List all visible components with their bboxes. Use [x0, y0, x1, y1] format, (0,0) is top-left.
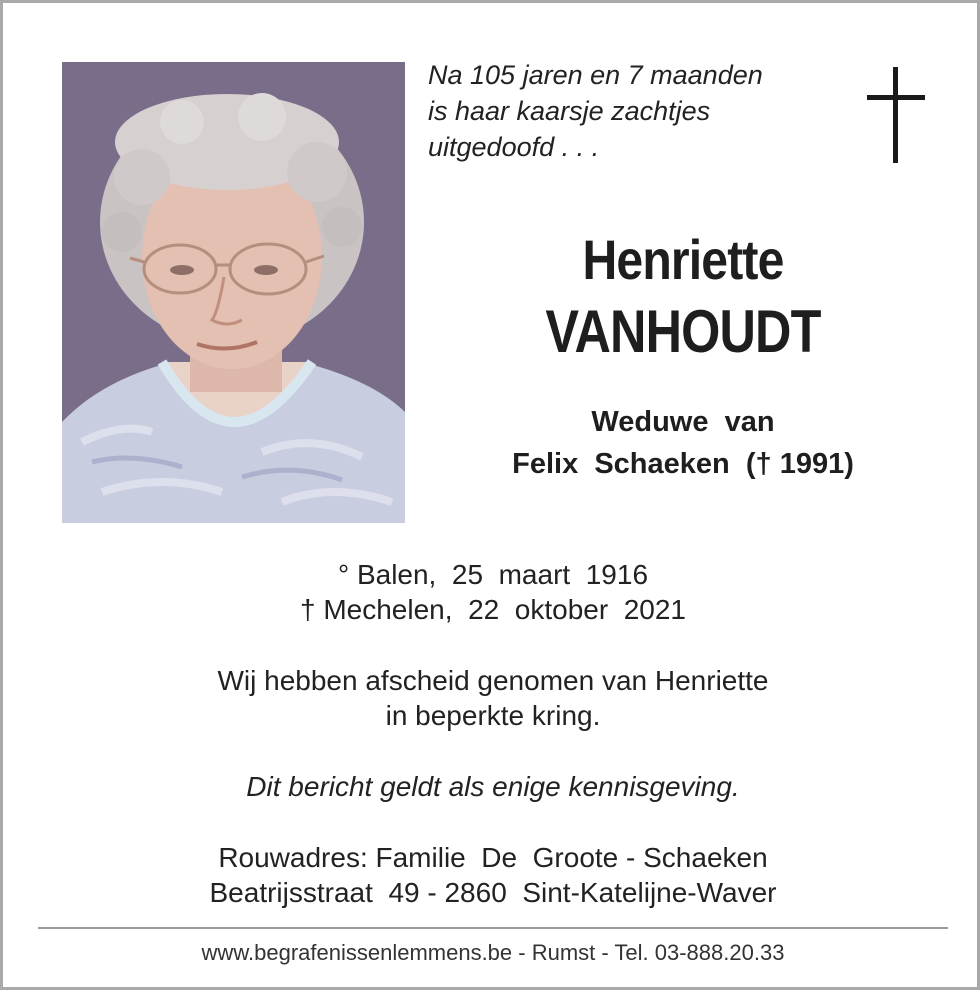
- portrait-photo: [62, 62, 405, 523]
- death-date: † Mechelen, 22 oktober 2021: [299, 594, 687, 625]
- spouse-name: Felix Schaeken († 1991): [512, 448, 854, 480]
- notice-text: [63, 769, 923, 804]
- notice-line: Dit bericht geldt als enige kennisgeving.: [246, 771, 740, 802]
- first-name: Henriette: [582, 228, 784, 291]
- footer-contact: www.begrafenissenlemmens.be - Rumst - Tel. 03-888.20.33: [201, 940, 785, 965]
- portrait-illustration: [62, 62, 405, 523]
- deceased-name: [433, 225, 933, 369]
- mourning-address: [63, 840, 923, 910]
- farewell-line: in beperkte kring.: [385, 700, 601, 731]
- verse-line: is haar kaarsje zachtjes: [428, 96, 711, 126]
- verse: [428, 57, 848, 165]
- address-line: Beatrijsstraat 49 - 2860 Sint-Katelijne-Waver: [209, 877, 777, 908]
- widow-label: Weduwe van: [591, 406, 775, 438]
- dates: [63, 557, 923, 627]
- spouse-info: [423, 401, 943, 485]
- last-name: VANHOUDT: [545, 298, 821, 365]
- farewell-text: [63, 663, 923, 733]
- divider: [38, 927, 948, 929]
- cross-icon: [867, 67, 925, 163]
- verse-line: Na 105 jaren en 7 maanden: [428, 60, 763, 90]
- farewell-line: Wij hebben afscheid genomen van Henriette: [217, 665, 769, 696]
- verse-line: uitgedoofd . . .: [428, 132, 600, 162]
- address-line: Rouwadres: Familie De Groote - Schaeken: [218, 842, 768, 873]
- birth-date: ° Balen, 25 maart 1916: [337, 559, 649, 590]
